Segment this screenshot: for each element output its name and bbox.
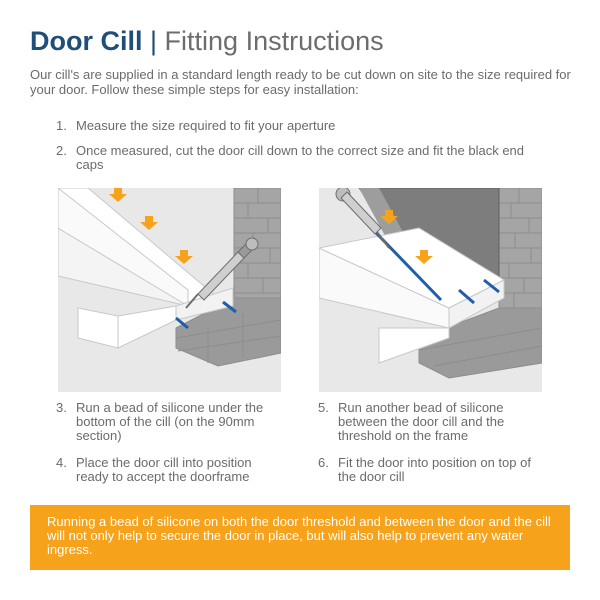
title-subtitle: Fitting Instructions <box>164 26 384 56</box>
step-number: 5. <box>318 400 329 415</box>
step-number: 1. <box>56 118 67 133</box>
step-number: 6. <box>318 455 329 470</box>
title-product: Door Cill <box>30 26 143 56</box>
banner-text: Running a bead of silicone on both the door threshold and between the door and the cill will not only help to secure the door in place, but will also help to prevent any water ingress. <box>47 514 551 557</box>
illustration-silicone-threshold <box>319 188 542 392</box>
step-text: Run a bead of silicone under the bottom of the cill (on the 90mm section) <box>76 400 264 443</box>
step-text: Fit the door into position on top of the door cill <box>338 455 531 484</box>
illustration-silicone-under-cill <box>58 188 281 392</box>
step-number: 2. <box>56 143 67 158</box>
page-title <box>30 24 384 58</box>
title-separator: | <box>150 26 158 56</box>
step-text: Place the door cill into position ready to accept the doorframe <box>76 455 252 484</box>
step-number: 4. <box>56 455 67 470</box>
info-banner <box>30 505 570 570</box>
step-text: Once measured, cut the door cill down to the correct size and fit the black end caps <box>76 143 525 172</box>
step-text: Measure the size required to fit your aperture <box>76 118 336 133</box>
step-number: 3. <box>56 400 67 415</box>
step-text: Run another bead of silicone between the door cill and the threshold on the frame <box>338 400 505 443</box>
intro-text: Our cill's are supplied in a standard length ready to be cut down on site to the size required for your door. Follow these simple steps for easy installation: <box>30 67 571 97</box>
